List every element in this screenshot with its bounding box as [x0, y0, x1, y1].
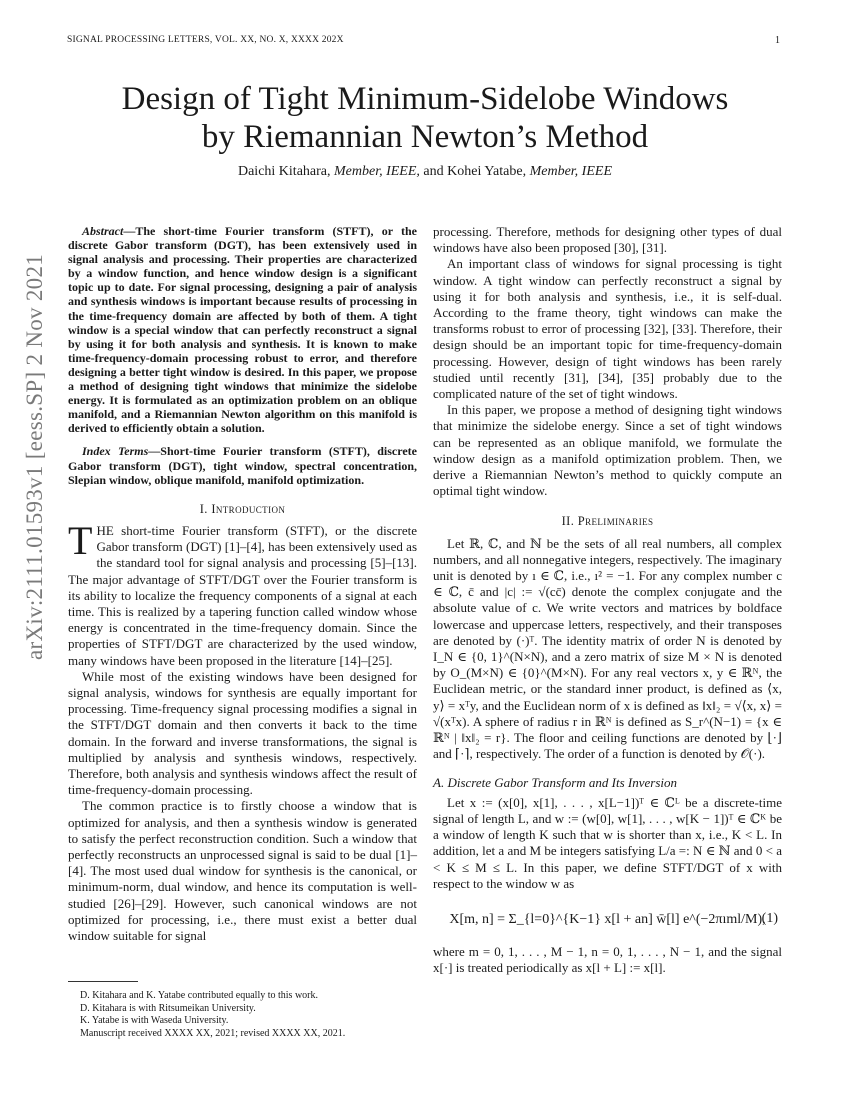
intro-paragraph-1: [68, 517, 417, 669]
drop-cap: T: [68, 517, 93, 563]
section-heading-preliminaries: II. Preliminaries: [561, 514, 654, 529]
footnote-4: Manuscript received XXXX XX, 2021; revised XXXX XX, 2021.: [80, 1027, 346, 1039]
left-column: [68, 224, 417, 944]
index-terms-text: —Short-time Fourier transform (STFT), discrete Gabor transform (DGT), tight window, spectral concentration, Slepian window, oblique manifold, manifold optimization.: [68, 444, 418, 487]
right-paragraph-3: In this paper, we propose a method of designing tight windows that minimize the sidelobe energy. Since a set of tight windows can be represented as an oblique manifold, we formulate the window design as a manifold optimization problem. Then, we derive a Riemannian Newton’s method to quickly compute an optimal tight window.: [433, 402, 782, 499]
author-2: Kohei Yatabe,: [447, 164, 527, 179]
footnotes: [68, 981, 417, 1040]
index-terms-lead: Index Terms: [82, 444, 149, 459]
section-heading-introduction: I. Introduction: [199, 501, 286, 516]
arxiv-stamp: arXiv:2111.01593v1 [eess.SP] 2 Nov 2021: [22, 253, 47, 660]
intro-paragraph-3: The common practice is to firstly choose a window that is optimized for analysis, and then a synthesis window is generated to satisfy the perfect reconstruction condition. Such a window that perfectly reconstructs an unprocessed signal is said to be dual [1]–[4]. The most used dual window for synthesis is the canonical, or minimum-norm, dual window, and hence its computation is well-studied [26]–[29]. However, such canonical windows are not optimized for processing, i.e., there must exist a better dual window suitable for signal: [68, 798, 417, 943]
title-line-2: by Riemannian Newton’s Method: [201, 119, 649, 155]
abstract-lead: Abstract: [82, 224, 124, 238]
preliminaries-paragraph: Let ℝ, ℂ, and ℕ be the sets of all real numbers, all complex numbers, and all nonnegative integers, respectively. The imaginary unit is denoted by ı ∈ ℂ, i.e., ı² = −1. For any complex number c ∈ ℂ, c̄ and |c| := √(cc̄) denote the complex conjugate and the absolute value of c. We write vectors and matrices by boldface lowercase and uppercase letters, respectively, and their transposes are denoted by (·)ᵀ. The identity matrix of order N is denoted by I_N ∈ {0, 1}^(N×N), and a zero matrix of size M × N is denoted by O_(M×N) ∈ {0}^(M×N). For any real vectors x, y ∈ ℝᴺ, the Euclidean metric, or the standard inner product, is defined as ⟨x, y⟩ = xᵀy, and the Euclidean norm of x is defined as ‖x‖₂ = √⟨x, x⟩ = √(xᵀx). A sphere of radius r in ℝᴺ is defined as S_r^(N−1) = {x ∈ ℝᴺ | ‖x‖₂ = r}. The floor and ceiling functions are denoted by ⌊·⌋ and ⌈·⌉, respectively. The order of a function is denoted by 𝒪(·).: [433, 535, 782, 762]
page-number: 1: [775, 35, 780, 46]
right-paragraph-1: processing. Therefore, methods for designing other types of dual windows have also been proposed [30], [31].: [433, 224, 782, 256]
journal-header: SIGNAL PROCESSING LETTERS, VOL. XX, NO. X, XXXX 202X: [67, 35, 344, 45]
author-1-role: Member, IEEE,: [334, 164, 420, 179]
equation-body: X[m, n] = Σ_{l=0}^{K−1} x[l + an] w̄[l] e^(−2πıml/M),: [449, 911, 766, 927]
author-line: [0, 164, 850, 180]
author-2-role: Member, IEEE: [529, 164, 612, 179]
intro-paragraph-2: While most of the existing windows have been designed for signal analysis, windows for synthesis are equally important for processing. Time-frequency signal processing modifies a signal in the STFT/DGT domain and then converts it back to the time domain. In the forward and inverse transformations, the signal is multiplied by analysis and synthesis windows, respectively. Therefore, both analysis and synthesis windows affect the result of time-frequency-domain processing.: [68, 668, 417, 798]
footnote-rule: [68, 981, 138, 982]
dgt-paragraph-1: Let x := (x[0], x[1], . . . , x[L−1])ᵀ ∈ ℂᴸ be a discrete-time signal of length L, and w := (w[0], w[1], . . . , w[K − 1])ᵀ ∈ ℂᴷ be a window of length K such that w is shorter than x, i.e., K < L. In addition, let a and M be integers satisfying L/a =: N ∈ ℕ and 0 < a < K ≤ M ≤ L. In this paper, we define STFT/DGT of x with respect to the window w as: [433, 794, 782, 891]
footnote-1: D. Kitahara and K. Yatabe contributed equally to this work.: [80, 990, 319, 1001]
right-column: [433, 224, 782, 976]
subsection-heading-dgt: A. Discrete Gabor Transform and Its Inversion: [433, 774, 677, 790]
equation-1: [433, 902, 782, 938]
dgt-paragraph-2: where m = 0, 1, . . . , M − 1, n = 0, 1, . . . , N − 1, and the signal x[·] is treated periodically as x[l + L] := x[l].: [433, 943, 782, 976]
footnote-3: K. Yatabe is with Waseda University.: [80, 1015, 229, 1027]
equation-number: (1): [761, 910, 778, 926]
title-line-1: Design of Tight Minimum-Sidelobe Windows: [121, 81, 729, 117]
abstract: [68, 224, 417, 435]
footnote-2: D. Kitahara is with Ritsumeikan University.: [80, 1002, 256, 1014]
paper-title: [0, 80, 850, 156]
right-paragraph-2: An important class of windows for signal processing is tight window. A tight window can perfectly reconstruct a signal by using it for both analysis and synthesis, i.e., it is self-dual. According to the frame theory, tight windows can make the transforms robust to error of processing [32], [33]. Therefore, their design should be an important topic for time-frequency-domain processing. However, design of tight windows has been rarely studied until recently [31], [34], [35] probably due to the complicated nature of the set of tight windows.: [433, 256, 782, 402]
author-conjunction: and: [423, 164, 444, 179]
abstract-text: —The short-time Fourier transform (STFT), or the discrete Gabor transform (DGT), has been extensively used in signal analysis and processing. Their properties are characterized by a window function, and hence window design is a significant topic up to date. For signal processing, designing a pair of analysis and synthesis windows is important because results of processing in the time-frequency domain are affected by both of them. A tight window is a special window that can perfectly reconstruct a signal by using it for both analysis and synthesis. It is known to make time-frequency-domain processing robust to error, and therefore designing a better tight window is desired. In this paper, we propose a method of designing tight windows that minimize the sidelobe energy. It is formulated as an optimization problem on an oblique manifold, and a Riemannian Newton algorithm on this manifold is derived to efficiently obtain a solution.: [68, 224, 417, 436]
author-1: Daichi Kitahara,: [237, 164, 331, 179]
intro-paragraph-1-text: HE short-time Fourier transform (STFT), or the discrete Gabor transform (DGT) [1]–[4], has been extensively used as the standard tool for signal analysis and processing [5]–[13]. The major advantage of STFT/DGT over the Fourier transform is its ability to localize the frequency components of a signal at each time. This is realized by a tapering function called window whose energy is concentrated in the time-frequency domain. Since the properties of STFT/DGT are characterized by the used window, many windows have been proposed in the literature [14]–[25].: [68, 522, 417, 668]
index-terms: [68, 444, 417, 486]
